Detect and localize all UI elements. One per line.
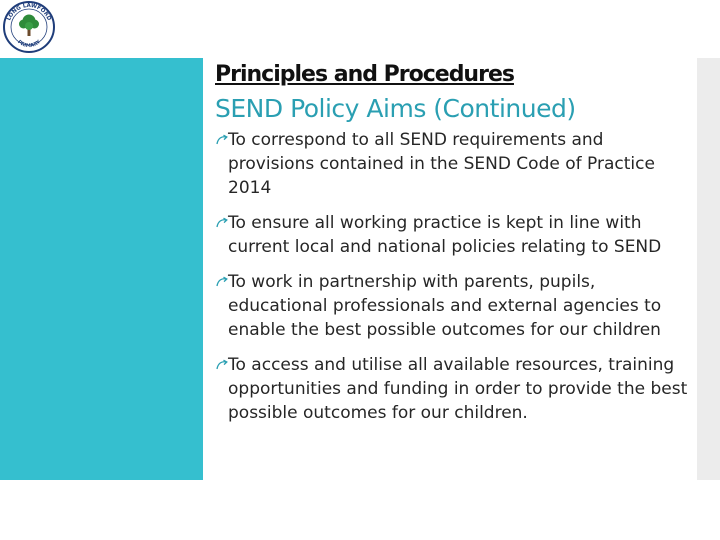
slide-subheading: SEND Policy Aims (Continued) [215,94,576,123]
curl-arrow-icon [216,134,228,146]
accent-panel [0,58,203,480]
list-item [228,270,688,342]
bullet-text: To ensure all working practice is kept in line with current local and national policies relating to SEND [228,213,662,257]
school-logo [0,0,58,54]
curl-arrow-icon [216,276,228,288]
list-item [228,128,688,200]
list-item [228,353,688,425]
side-strip [697,58,720,480]
curl-arrow-icon [216,217,228,229]
bullet-text: To access and utilise all available resources, training opportunities and funding in order to provide the best possible outcomes for our children. [228,355,688,423]
logo-top-text: LONG LAWFORD [6,2,52,22]
curl-arrow-icon [216,359,228,371]
bullet-text: To correspond to all SEND requirements and provisions contained in the SEND Code of Practice 2014 [228,130,655,198]
logo-bottom-text: PRIMARY [16,39,42,50]
slide-heading: Principles and Procedures [215,62,514,87]
bullet-text: To work in partnership with parents, pupils, educational professionals and external agencies to enable the best possible outcomes for our children [228,272,662,340]
aims-list [228,128,688,436]
list-item [228,211,688,259]
